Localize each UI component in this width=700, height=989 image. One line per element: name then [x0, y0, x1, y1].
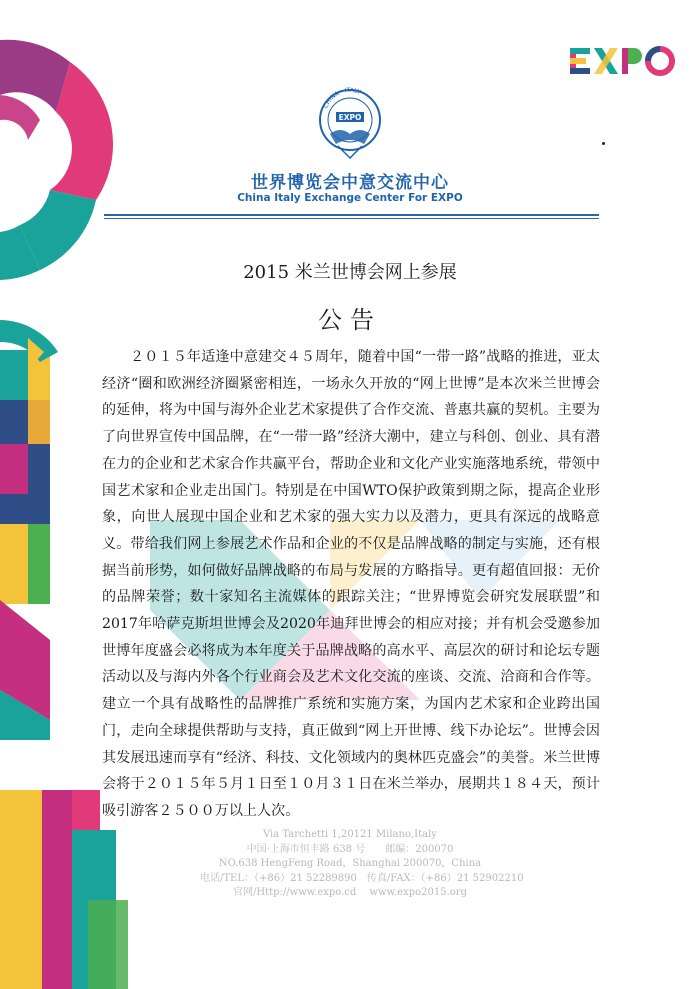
header-rule-top — [104, 214, 599, 216]
footer-line: NO.638 HengFeng Road，Shanghai 200070，China — [218, 858, 482, 869]
expo-logo — [568, 44, 676, 78]
footer-line: 中国·上海市恒丰路 638 号 邮编：200070 — [246, 843, 454, 855]
exchange-center-emblem-icon — [314, 86, 386, 164]
announcement-paragraph: ２０１５年适逢中意建交４５周年，随着中国“一带一路”战略的推进，亚太经济“圈和欧洲经济圈紧密相连，一场永久开放的“网上世博”是本次米兰世博会的延伸，将为中国与海外企业艺术家提供了合作交流、普惠共赢的契机。主要为了向世界宣传中国品牌，在“一带一路”经济大潮中，建立与科创、创业、具有潜在力的企业和艺术家合作共赢平台，帮助企业和文化产业实施落地系统，带领中国艺术家和企业走出国门。特别是在中国WTO保护政策到期之际，提高企业形象，向世人展现中国企业和艺术家的强大实力以及潜力，更具有深远的战略意义。带给我们网上参展艺术作品和企业的不仅是品牌战略的制定与实施，还有根据当前形势，如何做好品牌战略的布局与发展的方略指导。更有超值回报：无价的品牌荣誉；数十家知名主流媒体的跟踪关注；“世界博览会研究发展联盟”和2017年哈萨克斯坦世博会及2020年迪拜世博会的相应对接；并有机会受邀参加世博年度盛会必将成为本年度关于品牌战略的高水平、高层次的研讨和论坛专题活动以及与海内外各个行业商会及艺术文化交流的座谈、交流、洽商和合作等。建立一个具有战略性的品牌推广系统和实施方案，为国内艺术家和企业跨出国门，走向全球提供帮助与支持，真正做到“网上开世博、线下办论坛”。世博会因其发展迅速而享有“经济、科技、文化领域内的奥林匹克盛会”的美誉。米兰世博会将于２０１５年５月１日至１０月３１日在米兰举办，展期共１８４天，预计吸引游客２５００万以上人次。 — [102, 349, 600, 819]
footer-line: 电话/TEL：（+86）21 52289890 传真/FAX：（+86）21 52902210 — [200, 872, 524, 884]
decor-arc — [0, 320, 58, 370]
document-title: 2015 米兰世博会网上参展 — [243, 262, 457, 283]
speck — [602, 142, 605, 145]
decor-middle-blocks — [0, 350, 50, 740]
footer-address — [200, 828, 524, 901]
center-name-en: China Italy Exchange Center For EXPO — [237, 192, 463, 204]
svg-text:EXPO: EXPO — [338, 113, 362, 122]
header-rule-bottom — [104, 218, 599, 219]
footer-line: 官网/Http://www.expo.cd www.expo2015.org — [233, 887, 467, 898]
center-name-cn: 世界博览会中意交流中心 — [251, 173, 449, 193]
document-subtitle: 公告 — [318, 306, 382, 334]
svg-text:CHINA · ITALY: CHINA · ITALY — [322, 86, 362, 110]
decor-o-ring — [0, 40, 113, 280]
footer-line: Via Tarchetti 1,20121 Milano,Italy — [263, 829, 437, 840]
